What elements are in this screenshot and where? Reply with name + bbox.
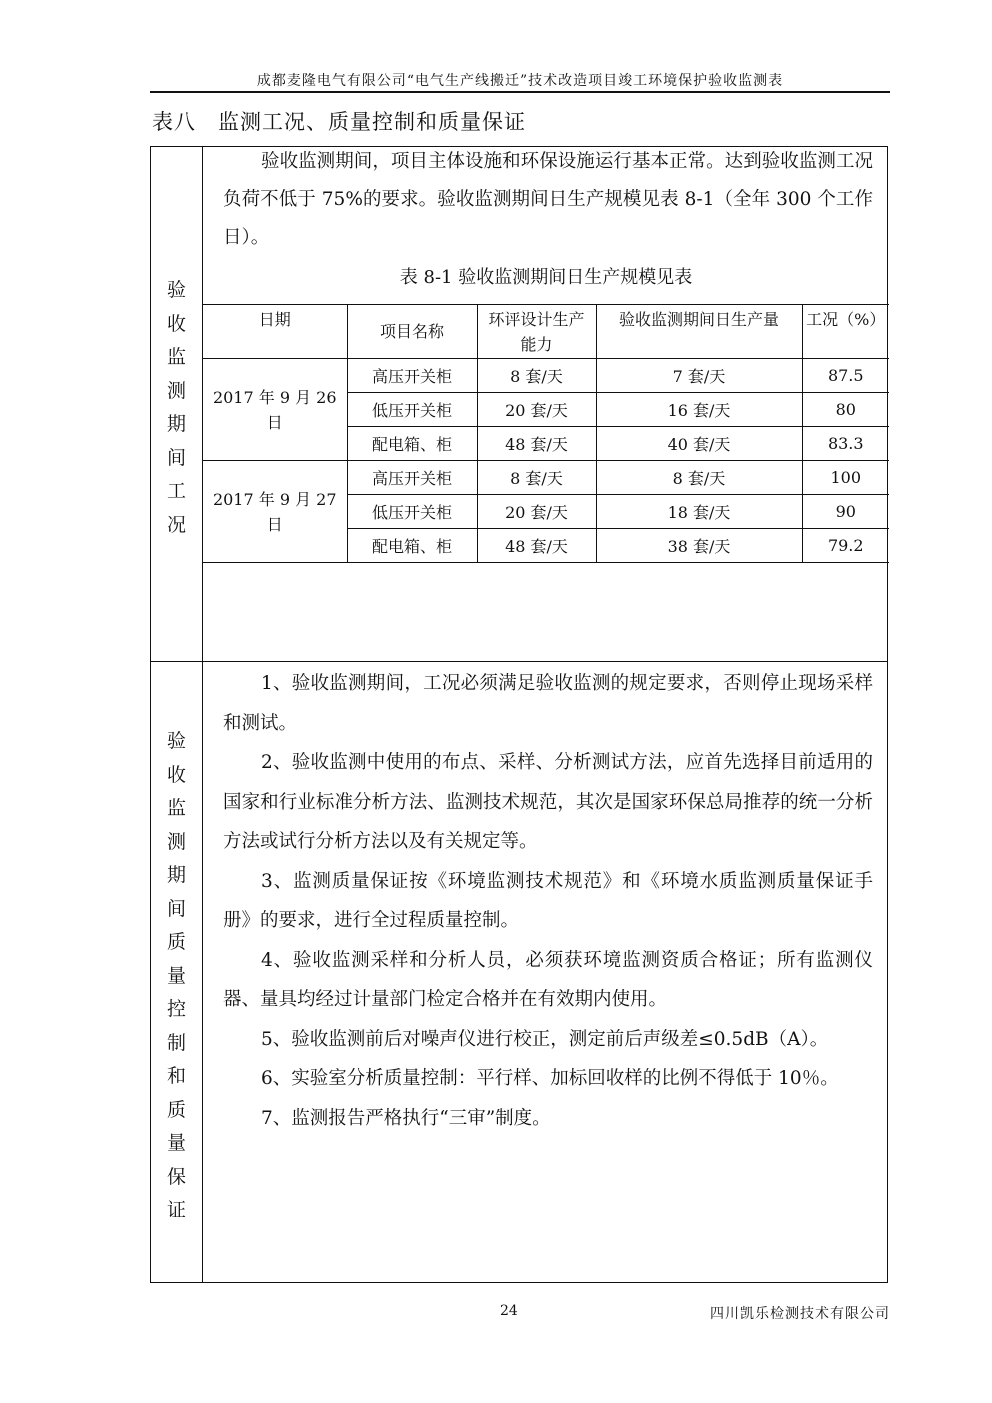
footer-company: 四川凯乐检测技术有限公司 bbox=[710, 1306, 890, 1322]
table-header-row bbox=[203, 305, 889, 359]
col-header-design-capacity: 环评设计生产能力 bbox=[477, 305, 596, 359]
quality-side-char: 证 bbox=[166, 1199, 186, 1221]
quality-side-char: 量 bbox=[166, 964, 186, 987]
quality-item: 3、监测质量保证按《环境监测技术规范》和《环境水质监测质量保证手册》的要求，进行全过程质量控制。 bbox=[223, 870, 873, 931]
design-capacity-cell: 20 套/天 bbox=[477, 393, 596, 427]
quality-side-char: 保 bbox=[166, 1165, 186, 1188]
workload-side-char: 况 bbox=[166, 513, 186, 536]
main-form-table bbox=[150, 146, 888, 1283]
date-cell: 2017 年 9 月 27 日 bbox=[203, 461, 347, 563]
quality-side-char: 和 bbox=[166, 1065, 186, 1087]
workload-side-char: 期 bbox=[166, 413, 186, 435]
report-header-title: 成都麦隆电气有限公司“电气生产线搬迁”技术改造项目竣工环境保护验收监测表 bbox=[256, 73, 784, 89]
table-row bbox=[203, 461, 889, 495]
table-caption: 表 8-1 验收监测期间日生产规模见表 bbox=[399, 267, 693, 288]
load-rate-cell: 90 bbox=[802, 495, 889, 529]
design-capacity-cell: 8 套/天 bbox=[477, 359, 596, 393]
load-rate-cell: 80 bbox=[802, 393, 889, 427]
design-capacity-cell: 8 套/天 bbox=[477, 461, 596, 495]
workload-side-char: 测 bbox=[166, 379, 186, 402]
quality-side-label bbox=[151, 725, 202, 1228]
load-rate-cell: 87.5 bbox=[802, 359, 889, 393]
quality-side-char: 测 bbox=[166, 830, 186, 853]
quality-side-char: 控 bbox=[166, 998, 186, 1020]
quality-side-char: 收 bbox=[166, 763, 186, 786]
production-scale-table bbox=[203, 304, 889, 563]
daily-output-cell: 7 套/天 bbox=[596, 359, 802, 393]
daily-output-cell: 40 套/天 bbox=[596, 427, 802, 461]
quality-side-char: 验 bbox=[166, 730, 186, 752]
daily-output-cell: 38 套/天 bbox=[596, 529, 802, 563]
quality-item: 4、验收监测采样和分析人员，必须获环境监测资质合格证；所有监测仪器、量具均经过计量部门检定合格并在有效期内使用。 bbox=[223, 949, 873, 1010]
quality-item: 2、验收监测中使用的布点、采样、分析测试方法，应首先选择目前适用的国家和行业标准分析方法、监测技术规范，其次是国家环保总局推荐的统一分析方法或试行分析方法以及有关规定等。 bbox=[223, 752, 873, 852]
quality-side-char: 量 bbox=[166, 1132, 186, 1154]
quality-item: 7、监测报告严格执行“三审”制度。 bbox=[261, 1107, 551, 1129]
quality-item: 5、验收监测前后对噪声仪进行校正，测定前后声级差≤0.5dB（A）。 bbox=[261, 1028, 829, 1050]
item-cell: 高压开关柜 bbox=[347, 461, 477, 495]
quality-side-char: 期 bbox=[166, 864, 186, 886]
quality-side-char: 质 bbox=[166, 931, 186, 953]
quality-item: 6、实验室分析质量控制：平行样、加标回收样的比例不得低于 10％。 bbox=[261, 1068, 839, 1089]
quality-side-char: 质 bbox=[166, 1098, 186, 1121]
col-header-date: 日期 bbox=[203, 305, 347, 359]
col-header-item: 项目名称 bbox=[347, 305, 477, 359]
quality-control-list bbox=[223, 661, 873, 1138]
item-cell: 配电箱、柜 bbox=[347, 427, 477, 461]
daily-output-cell: 18 套/天 bbox=[596, 495, 802, 529]
workload-side-char: 工 bbox=[166, 480, 186, 502]
quality-side-char: 制 bbox=[166, 1031, 186, 1054]
item-cell: 高压开关柜 bbox=[347, 359, 477, 393]
quality-side-char: 间 bbox=[166, 897, 186, 920]
quality-item: 1、验收监测期间，工况必须满足验收监测的规定要求，否则停止现场采样和测试。 bbox=[223, 673, 873, 734]
workload-intro-text: 验收监测期间，项目主体设施和环保设施运行基本正常。达到验收监测工况负荷不低于 75%的要求。验收监测期间日生产规模见表 8-1（全年 300 个工作日）。 bbox=[223, 151, 873, 248]
workload-side-label bbox=[151, 274, 202, 542]
load-rate-cell: 100 bbox=[802, 461, 889, 495]
workload-side-char: 间 bbox=[166, 446, 186, 469]
load-rate-cell: 83.3 bbox=[802, 427, 889, 461]
col-header-load-rate: 工况（%） bbox=[802, 305, 889, 359]
workload-intro-paragraph bbox=[223, 143, 873, 257]
date-cell: 2017 年 9 月 26 日 bbox=[203, 359, 347, 461]
table-row bbox=[203, 359, 889, 393]
design-capacity-cell: 48 套/天 bbox=[477, 529, 596, 563]
item-cell: 配电箱、柜 bbox=[347, 529, 477, 563]
header-rule bbox=[150, 91, 890, 93]
load-rate-cell: 79.2 bbox=[802, 529, 889, 563]
design-capacity-cell: 20 套/天 bbox=[477, 495, 596, 529]
page-number: 24 bbox=[500, 1303, 518, 1319]
workload-side-char: 收 bbox=[166, 312, 186, 335]
workload-side-char: 监 bbox=[166, 346, 186, 368]
daily-output-cell: 8 套/天 bbox=[596, 461, 802, 495]
daily-output-cell: 16 套/天 bbox=[596, 393, 802, 427]
quality-side-char: 监 bbox=[166, 797, 186, 819]
item-cell: 低压开关柜 bbox=[347, 495, 477, 529]
section-title: 表八 监测工况、质量控制和质量保证 bbox=[152, 110, 526, 134]
design-capacity-cell: 48 套/天 bbox=[477, 427, 596, 461]
col-header-daily-output: 验收监测期间日生产量 bbox=[596, 305, 802, 359]
item-cell: 低压开关柜 bbox=[347, 393, 477, 427]
workload-side-char: 验 bbox=[166, 279, 186, 301]
